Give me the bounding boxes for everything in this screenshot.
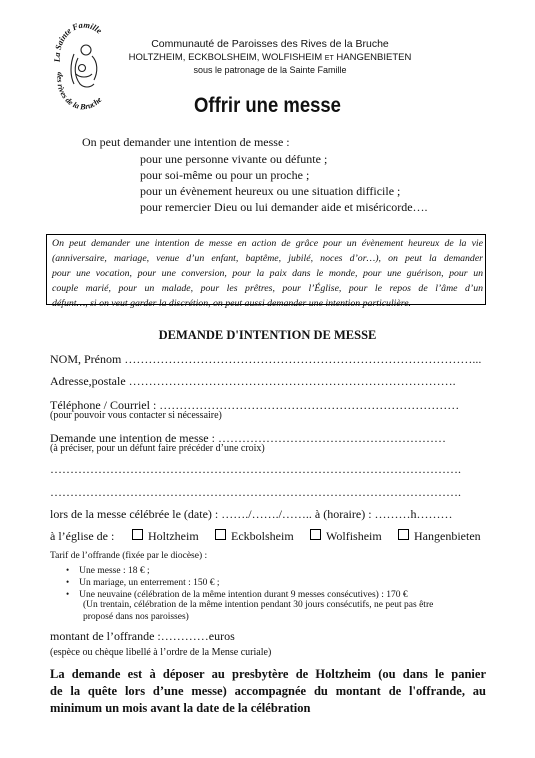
info-box: [46, 234, 486, 309]
adresse-field[interactable]: Adresse,postale ……………………………………………………………………….: [50, 374, 456, 388]
bullet-icon: •: [66, 589, 70, 599]
tarif-note: proposé dans nos paroisses): [83, 612, 189, 622]
eglise-option[interactable]: Hangenbieten: [398, 529, 481, 544]
eglise-label: à l’église de :: [50, 529, 115, 543]
info-box-line: (anniversaire, mariage, venue d’un enfant, baptême, jubilé, noces d’or…), on peut la demander: [52, 253, 483, 264]
page-title: Offrir une messe: [194, 94, 341, 117]
telephone-field[interactable]: Téléphone / Courriel : …………………………………………………………………: [50, 398, 460, 412]
intro-lead: On peut demander une intention de messe :: [82, 135, 290, 149]
nom-field[interactable]: NOM, Prénom ……………………………………………………………………………...: [50, 352, 482, 366]
bullet-icon: •: [66, 565, 70, 575]
bullet-icon: •: [66, 577, 70, 587]
tarif-note: (Un trentain, célébration de la même intention pendant 30 jours consécutifs, ne peut pas être: [83, 600, 434, 610]
tarif-item: • Un mariage, un enterrement : 150 € ;: [66, 577, 220, 588]
intro-item: pour un évènement heureux ou une situation difficile ;: [140, 184, 401, 198]
logo-text-top: La Sainte Famille: [52, 19, 105, 63]
tarif-item: • Une neuvaine (célébration de la même intention durant 9 messes consécutives) : 170 €: [66, 589, 408, 600]
intention-blank-line[interactable]: ………………………………………………………………………………………….: [50, 462, 461, 476]
intention-blank-line[interactable]: ………………………………………………………………………………………….: [50, 485, 461, 499]
header-line-2: HOLTZHEIM, ECKBOLSHEIM, WOLFISHEIM et HANGENBIETEN: [128, 52, 412, 63]
svg-text:La Sainte Famille: [52, 20, 104, 64]
header-line-3: sous le patronage de la Sainte Famille: [193, 65, 347, 75]
final-line: de la quête lors d’une messe) accompagnée du montant de l'offrande, au: [50, 684, 486, 698]
checkbox-icon[interactable]: [310, 529, 321, 540]
header-line-1: Communauté de Paroisses des Rives de la Bruche: [151, 38, 389, 50]
tarif-heading: Tarif de l’offrande (fixée par le diocèse) :: [50, 551, 208, 561]
tarif-item: • Une messe : 18 € ;: [66, 565, 150, 576]
intro-item: pour une personne vivante ou défunte ;: [140, 152, 328, 166]
intro-item: pour soi-même ou pour un proche ;: [140, 168, 310, 182]
checkbox-icon[interactable]: [215, 529, 226, 540]
checkbox-icon[interactable]: [398, 529, 409, 540]
checkbox-icon[interactable]: [132, 529, 143, 540]
telephone-note: (pour pouvoir vous contacter si nécessaire): [50, 410, 222, 421]
final-line: La demande est à déposer au presbytère de Holtzheim (ou dans le panier: [50, 667, 486, 681]
info-box-line: défunt…, si on veut garder la discrétion, on peut aussi demander une intention particulière.: [52, 298, 411, 309]
info-box-line: couple marié, pour un malade, pour les prêtres, pour l’Église, pour le repos de l’âme d’un: [52, 283, 483, 294]
final-line: minimum un mois avant la date de la célébration: [50, 701, 311, 715]
montant-field[interactable]: montant de l’offrande :…………euros: [50, 629, 235, 643]
intro-item: pour remercier Dieu ou lui demander aide et miséricorde….: [140, 200, 428, 214]
eglise-option[interactable]: Eckbolsheim: [215, 529, 294, 544]
info-box-line: pour une vocation, pour une conversion, pour la paix dans le monde, pour une guérison, pour un: [52, 268, 483, 279]
form-section-title: DEMANDE D'INTENTION DE MESSE: [158, 328, 377, 342]
intention-note: (à préciser, pour un défunt faire précéder d’une croix): [50, 443, 265, 454]
info-box-line: On peut demander une intention de messe en action de grâce pour un évènement heureux de la vie: [52, 238, 483, 249]
logo-text-bottom: des rives de la Bruche: [55, 71, 104, 110]
intention-field[interactable]: Demande une intention de messe : …………………………………………………: [50, 431, 446, 445]
eglise-option[interactable]: Holtzheim: [132, 529, 199, 544]
date-field[interactable]: lors de la messe célébrée le (date) : ……./……./…….. à (horaire) : ………h………: [50, 507, 453, 521]
final-instructions: [50, 666, 486, 717]
montant-note: (espèce ou chèque libellé à l’ordre de la Mense curiale): [50, 647, 272, 658]
eglise-option[interactable]: Wolfisheim: [310, 529, 382, 544]
